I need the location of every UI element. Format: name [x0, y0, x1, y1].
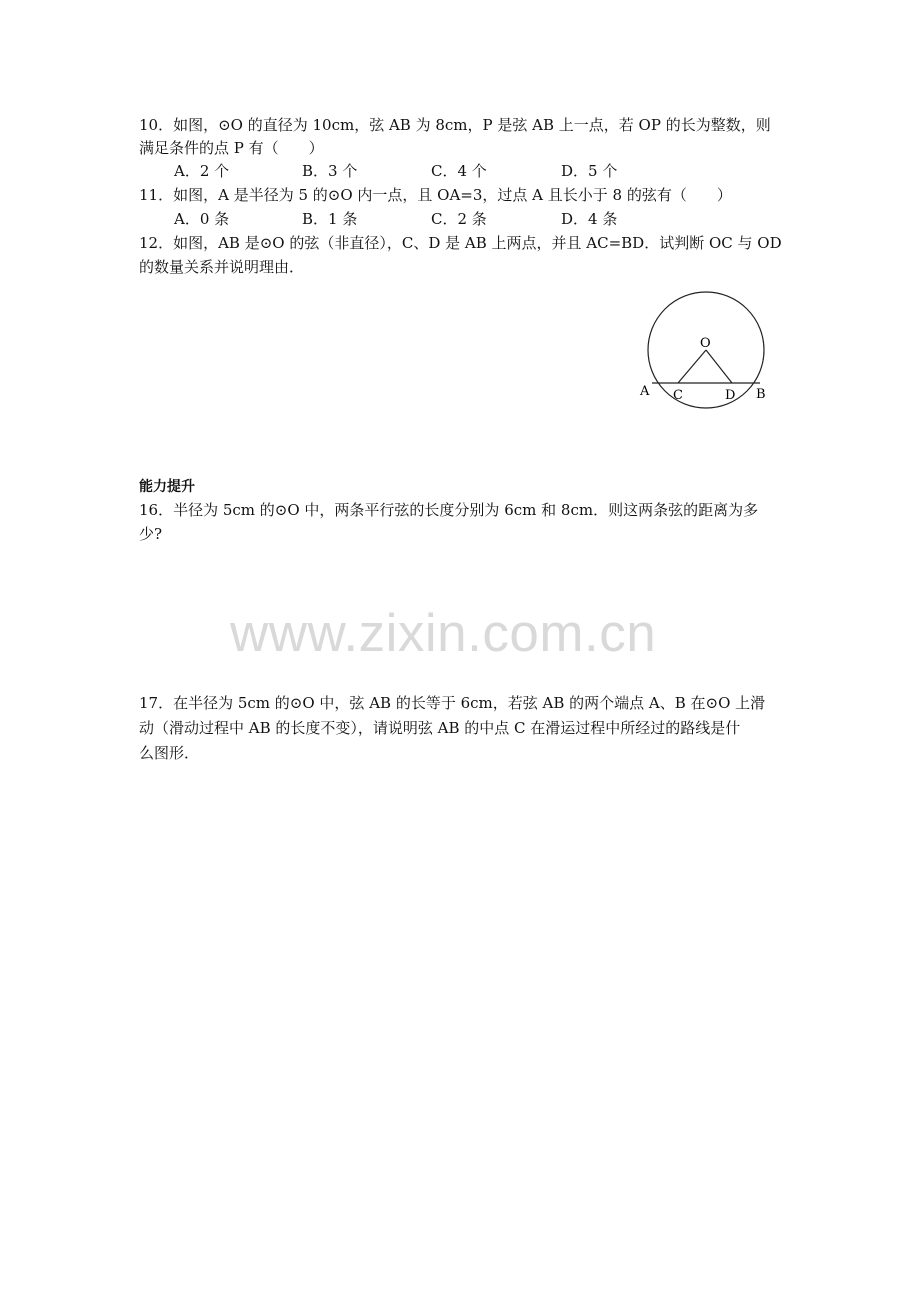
circle-chord-figure: [630, 285, 775, 415]
q17-text-line2: 动（滑动过程中 AB 的长度不变），请说明弦 AB 的中点 C 在滑运过程中所经过的路线是什: [139, 719, 741, 737]
segment-oc: [678, 350, 706, 383]
label-c: C: [673, 388, 683, 403]
q10-text-line2: 满足条件的点 P 有（ ）: [139, 139, 324, 157]
q12-text-line1: 12．如图，AB 是⊙O 的弦（非直径），C、D 是 AB 上两点，并且 AC=BD．试判断 OC 与 OD: [139, 234, 782, 252]
q17-text-line3: 么图形．: [139, 744, 200, 762]
q11-option-c: C．2 条: [431, 210, 487, 228]
q16-text-line2: 少?: [139, 525, 163, 543]
section-heading: 能力提升: [139, 479, 195, 495]
watermark: www.zixin.com.cn: [230, 604, 657, 663]
q17-text-line1: 17．在半径为 5cm 的⊙O 中，弦 AB 的长等于 6cm，若弦 AB 的两个端点 A、B 在⊙O 上滑: [139, 694, 766, 712]
q11-option-b: B．1 条: [302, 210, 358, 228]
q10-option-d: D．5 个: [561, 162, 618, 180]
q11-option-d: D．4 条: [561, 210, 618, 228]
q12-text-line2: 的数量关系并说明理由．: [139, 258, 305, 276]
segment-od: [706, 350, 732, 383]
label-o: O: [700, 336, 711, 351]
q10-text-line1: 10．如图，⊙O 的直径为 10cm，弦 AB 为 8cm，P 是弦 AB 上一点，若 OP 的长为整数，则: [139, 116, 771, 134]
label-a: A: [640, 384, 650, 399]
q10-option-c: C．4 个: [431, 162, 487, 180]
label-d: D: [725, 388, 736, 403]
q16-text-line1: 16．半径为 5cm 的⊙O 中，两条平行弦的长度分别为 6cm 和 8cm．则这两条弦的距离为多: [139, 501, 759, 519]
q11-option-a: A．0 条: [174, 210, 230, 228]
q11-text-line1: 11．如图，A 是半径为 5 的⊙O 内一点，且 OA=3，过点 A 且长小于 8 的弦有（ ）: [139, 186, 732, 204]
q10-option-a: A．2 个: [174, 162, 230, 180]
label-b: B: [756, 387, 766, 402]
q10-option-b: B．3 个: [302, 162, 358, 180]
